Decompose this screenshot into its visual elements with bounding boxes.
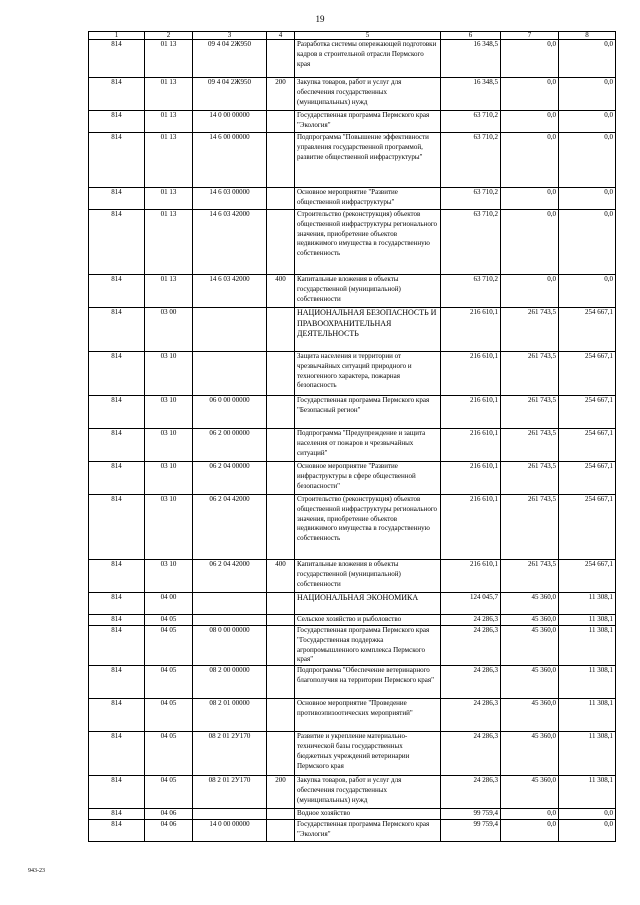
section-cell: 04 05 — [145, 666, 193, 699]
code-cell: 814 — [89, 429, 145, 462]
expense-type-cell — [267, 699, 295, 732]
expense-type-cell — [267, 615, 295, 626]
section-cell: 04 05 — [145, 776, 193, 809]
amount-cell: 261 743,5 — [501, 308, 559, 352]
table-row — [89, 429, 616, 462]
amount-cell: 0,0 — [559, 820, 616, 842]
section-cell: 03 10 — [145, 429, 193, 462]
column-header: 5 — [295, 32, 441, 40]
description-cell: Закупка товаров, работ и услуг для обеспечения государственных (муниципальных) нужд — [295, 776, 441, 809]
code-cell: 814 — [89, 111, 145, 133]
section-cell: 01 13 — [145, 111, 193, 133]
description-cell: Сельское хозяйство и рыболовство — [295, 615, 441, 626]
amount-cell: 11 308,1 — [559, 732, 616, 776]
amount-cell: 0,0 — [501, 210, 559, 275]
expense-type-cell — [267, 352, 295, 396]
expense-type-cell — [267, 40, 295, 78]
table-row — [89, 78, 616, 111]
section-cell: 03 10 — [145, 495, 193, 560]
expense-type-cell — [267, 188, 295, 210]
code-cell: 814 — [89, 275, 145, 308]
section-cell: 04 05 — [145, 699, 193, 732]
code-cell: 814 — [89, 40, 145, 78]
expense-type-cell: 400 — [267, 275, 295, 308]
amount-cell: 99 759,4 — [441, 809, 501, 820]
amount-cell: 254 667,1 — [559, 495, 616, 560]
table-row — [89, 593, 616, 615]
target-article-cell: 09 4 04 2Ж950 — [193, 40, 267, 78]
amount-cell: 45 360,0 — [501, 593, 559, 615]
amount-cell: 0,0 — [559, 275, 616, 308]
amount-cell: 0,0 — [501, 111, 559, 133]
amount-cell: 261 743,5 — [501, 560, 559, 593]
amount-cell: 0,0 — [501, 40, 559, 78]
expense-type-cell: 400 — [267, 560, 295, 593]
code-cell: 814 — [89, 462, 145, 495]
target-article-cell — [193, 352, 267, 396]
section-cell: 01 13 — [145, 78, 193, 111]
amount-cell: 216 610,1 — [441, 396, 501, 429]
expense-type-cell — [267, 809, 295, 820]
description-cell: Защита населения и территории от чрезвычайных ситуаций природного и техногенного характера, пожарная безопасность — [295, 352, 441, 396]
column-header: 2 — [145, 32, 193, 40]
amount-cell: 99 759,4 — [441, 820, 501, 842]
table-body — [89, 40, 616, 842]
section-cell: 04 06 — [145, 820, 193, 842]
table-row — [89, 308, 616, 352]
amount-cell: 0,0 — [559, 111, 616, 133]
amount-cell: 216 610,1 — [441, 429, 501, 462]
description-cell: Строительство (реконструкция) объектов общественной инфраструктуры регионального значения, приобретение объектов недвижимого имущества в государственную собственность — [295, 495, 441, 560]
target-article-cell: 06 2 04 42000 — [193, 560, 267, 593]
amount-cell: 11 308,1 — [559, 615, 616, 626]
amount-cell: 254 667,1 — [559, 560, 616, 593]
description-cell: Основное мероприятие "Развитие инфраструктуры в сфере общественной безопасности" — [295, 462, 441, 495]
table-row — [89, 111, 616, 133]
description-cell: Закупка товаров, работ и услуг для обеспечения государственных (муниципальных) нужд — [295, 78, 441, 111]
column-header: 3 — [193, 32, 267, 40]
code-cell: 814 — [89, 809, 145, 820]
expense-type-cell — [267, 210, 295, 275]
expense-type-cell — [267, 111, 295, 133]
code-cell: 814 — [89, 732, 145, 776]
amount-cell: 45 360,0 — [501, 626, 559, 666]
amount-cell: 11 308,1 — [559, 699, 616, 732]
target-article-cell — [193, 593, 267, 615]
table-row — [89, 732, 616, 776]
description-cell: Подпрограмма "Предупреждение и защита населения от пожаров и чрезвычайных ситуаций" — [295, 429, 441, 462]
expense-type-cell — [267, 429, 295, 462]
document-code: 943-23 — [28, 868, 45, 874]
amount-cell: 11 308,1 — [559, 626, 616, 666]
code-cell: 814 — [89, 699, 145, 732]
section-cell: 04 00 — [145, 593, 193, 615]
expense-type-cell: 200 — [267, 78, 295, 111]
amount-cell: 11 308,1 — [559, 593, 616, 615]
target-article-cell — [193, 308, 267, 352]
table-row — [89, 352, 616, 396]
section-cell: 01 13 — [145, 275, 193, 308]
target-article-cell: 08 2 00 00000 — [193, 666, 267, 699]
code-cell: 814 — [89, 495, 145, 560]
description-cell: Основное мероприятие "Развитие общественной инфраструктуры" — [295, 188, 441, 210]
description-cell: Развитие и укрепление материально-технической базы государственных бюджетных учреждений ветеринарии Пермского края — [295, 732, 441, 776]
section-cell: 03 10 — [145, 560, 193, 593]
amount-cell: 254 667,1 — [559, 308, 616, 352]
target-article-cell: 14 0 00 00000 — [193, 111, 267, 133]
description-cell: Разработка системы опережающей подготовки кадров в строительной отрасли Пермского края — [295, 40, 441, 78]
target-article-cell: 06 0 00 00000 — [193, 396, 267, 429]
table-row — [89, 210, 616, 275]
expense-type-cell — [267, 732, 295, 776]
target-article-cell: 09 4 04 2Ж950 — [193, 78, 267, 111]
amount-cell: 63 710,2 — [441, 133, 501, 188]
amount-cell: 45 360,0 — [501, 666, 559, 699]
budget-table — [88, 31, 616, 842]
amount-cell: 216 610,1 — [441, 308, 501, 352]
amount-cell: 0,0 — [501, 820, 559, 842]
amount-cell: 0,0 — [559, 210, 616, 275]
code-cell: 814 — [89, 615, 145, 626]
column-header: 1 — [89, 32, 145, 40]
expense-type-cell — [267, 462, 295, 495]
amount-cell: 45 360,0 — [501, 699, 559, 732]
expense-type-cell — [267, 396, 295, 429]
section-cell: 01 13 — [145, 188, 193, 210]
code-cell: 814 — [89, 188, 145, 210]
column-header: 6 — [441, 32, 501, 40]
table-row — [89, 666, 616, 699]
expense-type-cell — [267, 820, 295, 842]
amount-cell: 216 610,1 — [441, 495, 501, 560]
amount-cell: 0,0 — [501, 188, 559, 210]
expense-type-cell — [267, 626, 295, 666]
description-cell: Основное мероприятие "Проведение противоэпизоотических мероприятий" — [295, 699, 441, 732]
amount-cell: 0,0 — [501, 133, 559, 188]
code-cell: 814 — [89, 560, 145, 593]
code-cell: 814 — [89, 776, 145, 809]
description-cell: Государственная программа Пермского края "Экология" — [295, 820, 441, 842]
amount-cell: 24 286,3 — [441, 666, 501, 699]
column-header: 8 — [559, 32, 616, 40]
column-number-row — [89, 32, 616, 40]
target-article-cell: 08 2 01 2У170 — [193, 776, 267, 809]
code-cell: 814 — [89, 133, 145, 188]
description-cell: Подпрограмма "Повышение эффективности управления государственной программой, развитие общественной инфраструктуры" — [295, 133, 441, 188]
description-cell: НАЦИОНАЛЬНАЯ БЕЗОПАСНОСТЬ И ПРАВООХРАНИТЕЛЬНАЯ ДЕЯТЕЛЬНОСТЬ — [295, 308, 441, 352]
expense-type-cell — [267, 133, 295, 188]
amount-cell: 0,0 — [501, 275, 559, 308]
table-row — [89, 560, 616, 593]
expense-type-cell — [267, 308, 295, 352]
amount-cell: 254 667,1 — [559, 462, 616, 495]
target-article-cell: 14 6 00 00000 — [193, 133, 267, 188]
section-cell: 03 10 — [145, 352, 193, 396]
description-cell: Водное хозяйство — [295, 809, 441, 820]
code-cell: 814 — [89, 593, 145, 615]
section-cell: 01 13 — [145, 40, 193, 78]
code-cell: 814 — [89, 308, 145, 352]
table-row — [89, 820, 616, 842]
amount-cell: 261 743,5 — [501, 429, 559, 462]
table-row — [89, 809, 616, 820]
table-row — [89, 188, 616, 210]
amount-cell: 45 360,0 — [501, 732, 559, 776]
amount-cell: 63 710,2 — [441, 210, 501, 275]
amount-cell: 254 667,1 — [559, 396, 616, 429]
column-header: 7 — [501, 32, 559, 40]
amount-cell: 0,0 — [559, 133, 616, 188]
amount-cell: 261 743,5 — [501, 495, 559, 560]
table-row — [89, 699, 616, 732]
description-cell: Строительство (реконструкция) объектов общественной инфраструктуры регионального значения, приобретение объектов недвижимого имущества в государственную собственность — [295, 210, 441, 275]
target-article-cell: 14 6 03 00000 — [193, 188, 267, 210]
amount-cell: 216 610,1 — [441, 462, 501, 495]
amount-cell: 0,0 — [501, 78, 559, 111]
target-article-cell: 14 0 00 00000 — [193, 820, 267, 842]
amount-cell: 261 743,5 — [501, 396, 559, 429]
code-cell: 814 — [89, 820, 145, 842]
target-article-cell: 14 6 03 42000 — [193, 210, 267, 275]
code-cell: 814 — [89, 352, 145, 396]
amount-cell: 0,0 — [559, 809, 616, 820]
amount-cell: 0,0 — [559, 188, 616, 210]
section-cell: 03 10 — [145, 462, 193, 495]
column-header: 4 — [267, 32, 295, 40]
amount-cell: 216 610,1 — [441, 560, 501, 593]
amount-cell: 45 360,0 — [501, 615, 559, 626]
amount-cell: 63 710,2 — [441, 275, 501, 308]
target-article-cell — [193, 809, 267, 820]
code-cell: 814 — [89, 626, 145, 666]
code-cell: 814 — [89, 210, 145, 275]
section-cell: 03 10 — [145, 396, 193, 429]
amount-cell: 11 308,1 — [559, 666, 616, 699]
amount-cell: 216 610,1 — [441, 352, 501, 396]
code-cell: 814 — [89, 78, 145, 111]
target-article-cell: 06 2 00 00000 — [193, 429, 267, 462]
table-row — [89, 462, 616, 495]
description-cell: Подпрограмма "Обеспечение ветеринарного благополучия на территории Пермского края" — [295, 666, 441, 699]
page-number: 19 — [315, 14, 325, 24]
section-cell: 04 06 — [145, 809, 193, 820]
section-cell: 03 00 — [145, 308, 193, 352]
target-article-cell: 14 6 03 42000 — [193, 275, 267, 308]
table-row — [89, 396, 616, 429]
amount-cell: 24 286,3 — [441, 626, 501, 666]
table-row — [89, 40, 616, 78]
amount-cell: 63 710,2 — [441, 188, 501, 210]
amount-cell: 261 743,5 — [501, 352, 559, 396]
amount-cell: 0,0 — [559, 40, 616, 78]
code-cell: 814 — [89, 666, 145, 699]
amount-cell: 11 308,1 — [559, 776, 616, 809]
amount-cell: 16 348,5 — [441, 40, 501, 78]
amount-cell: 24 286,3 — [441, 615, 501, 626]
target-article-cell — [193, 615, 267, 626]
section-cell: 01 13 — [145, 133, 193, 188]
amount-cell: 24 286,3 — [441, 699, 501, 732]
description-cell: Государственная программа Пермского края "Государственная поддержка агропромышленного комплекса Пермского края" — [295, 626, 441, 666]
amount-cell: 261 743,5 — [501, 462, 559, 495]
target-article-cell: 08 2 01 2У170 — [193, 732, 267, 776]
code-cell: 814 — [89, 396, 145, 429]
target-article-cell: 06 2 04 00000 — [193, 462, 267, 495]
amount-cell: 63 710,2 — [441, 111, 501, 133]
description-cell: Капитальные вложения в объекты государственной (муниципальной) собственности — [295, 560, 441, 593]
amount-cell: 24 286,3 — [441, 776, 501, 809]
expense-type-cell — [267, 495, 295, 560]
expense-type-cell: 200 — [267, 776, 295, 809]
amount-cell: 254 667,1 — [559, 429, 616, 462]
amount-cell: 24 286,3 — [441, 732, 501, 776]
section-cell: 01 13 — [145, 210, 193, 275]
description-cell: Государственная программа Пермского края "Экология" — [295, 111, 441, 133]
description-cell: Капитальные вложения в объекты государственной (муниципальной) собственности — [295, 275, 441, 308]
table-row — [89, 626, 616, 666]
section-cell: 04 05 — [145, 626, 193, 666]
expense-type-cell — [267, 666, 295, 699]
amount-cell: 0,0 — [559, 78, 616, 111]
table-row — [89, 495, 616, 560]
amount-cell: 16 348,5 — [441, 78, 501, 111]
target-article-cell: 06 2 04 42000 — [193, 495, 267, 560]
table-row — [89, 615, 616, 626]
target-article-cell: 08 2 01 00000 — [193, 699, 267, 732]
amount-cell: 45 360,0 — [501, 776, 559, 809]
expense-type-cell — [267, 593, 295, 615]
description-cell: НАЦИОНАЛЬНАЯ ЭКОНОМИКА — [295, 593, 441, 615]
target-article-cell: 08 0 00 00000 — [193, 626, 267, 666]
table-row — [89, 776, 616, 809]
table-row — [89, 133, 616, 188]
section-cell: 04 05 — [145, 732, 193, 776]
amount-cell: 254 667,1 — [559, 352, 616, 396]
amount-cell: 124 045,7 — [441, 593, 501, 615]
description-cell: Государственная программа Пермского края "Безопасный регион" — [295, 396, 441, 429]
amount-cell: 0,0 — [501, 809, 559, 820]
section-cell: 04 05 — [145, 615, 193, 626]
table-row — [89, 275, 616, 308]
